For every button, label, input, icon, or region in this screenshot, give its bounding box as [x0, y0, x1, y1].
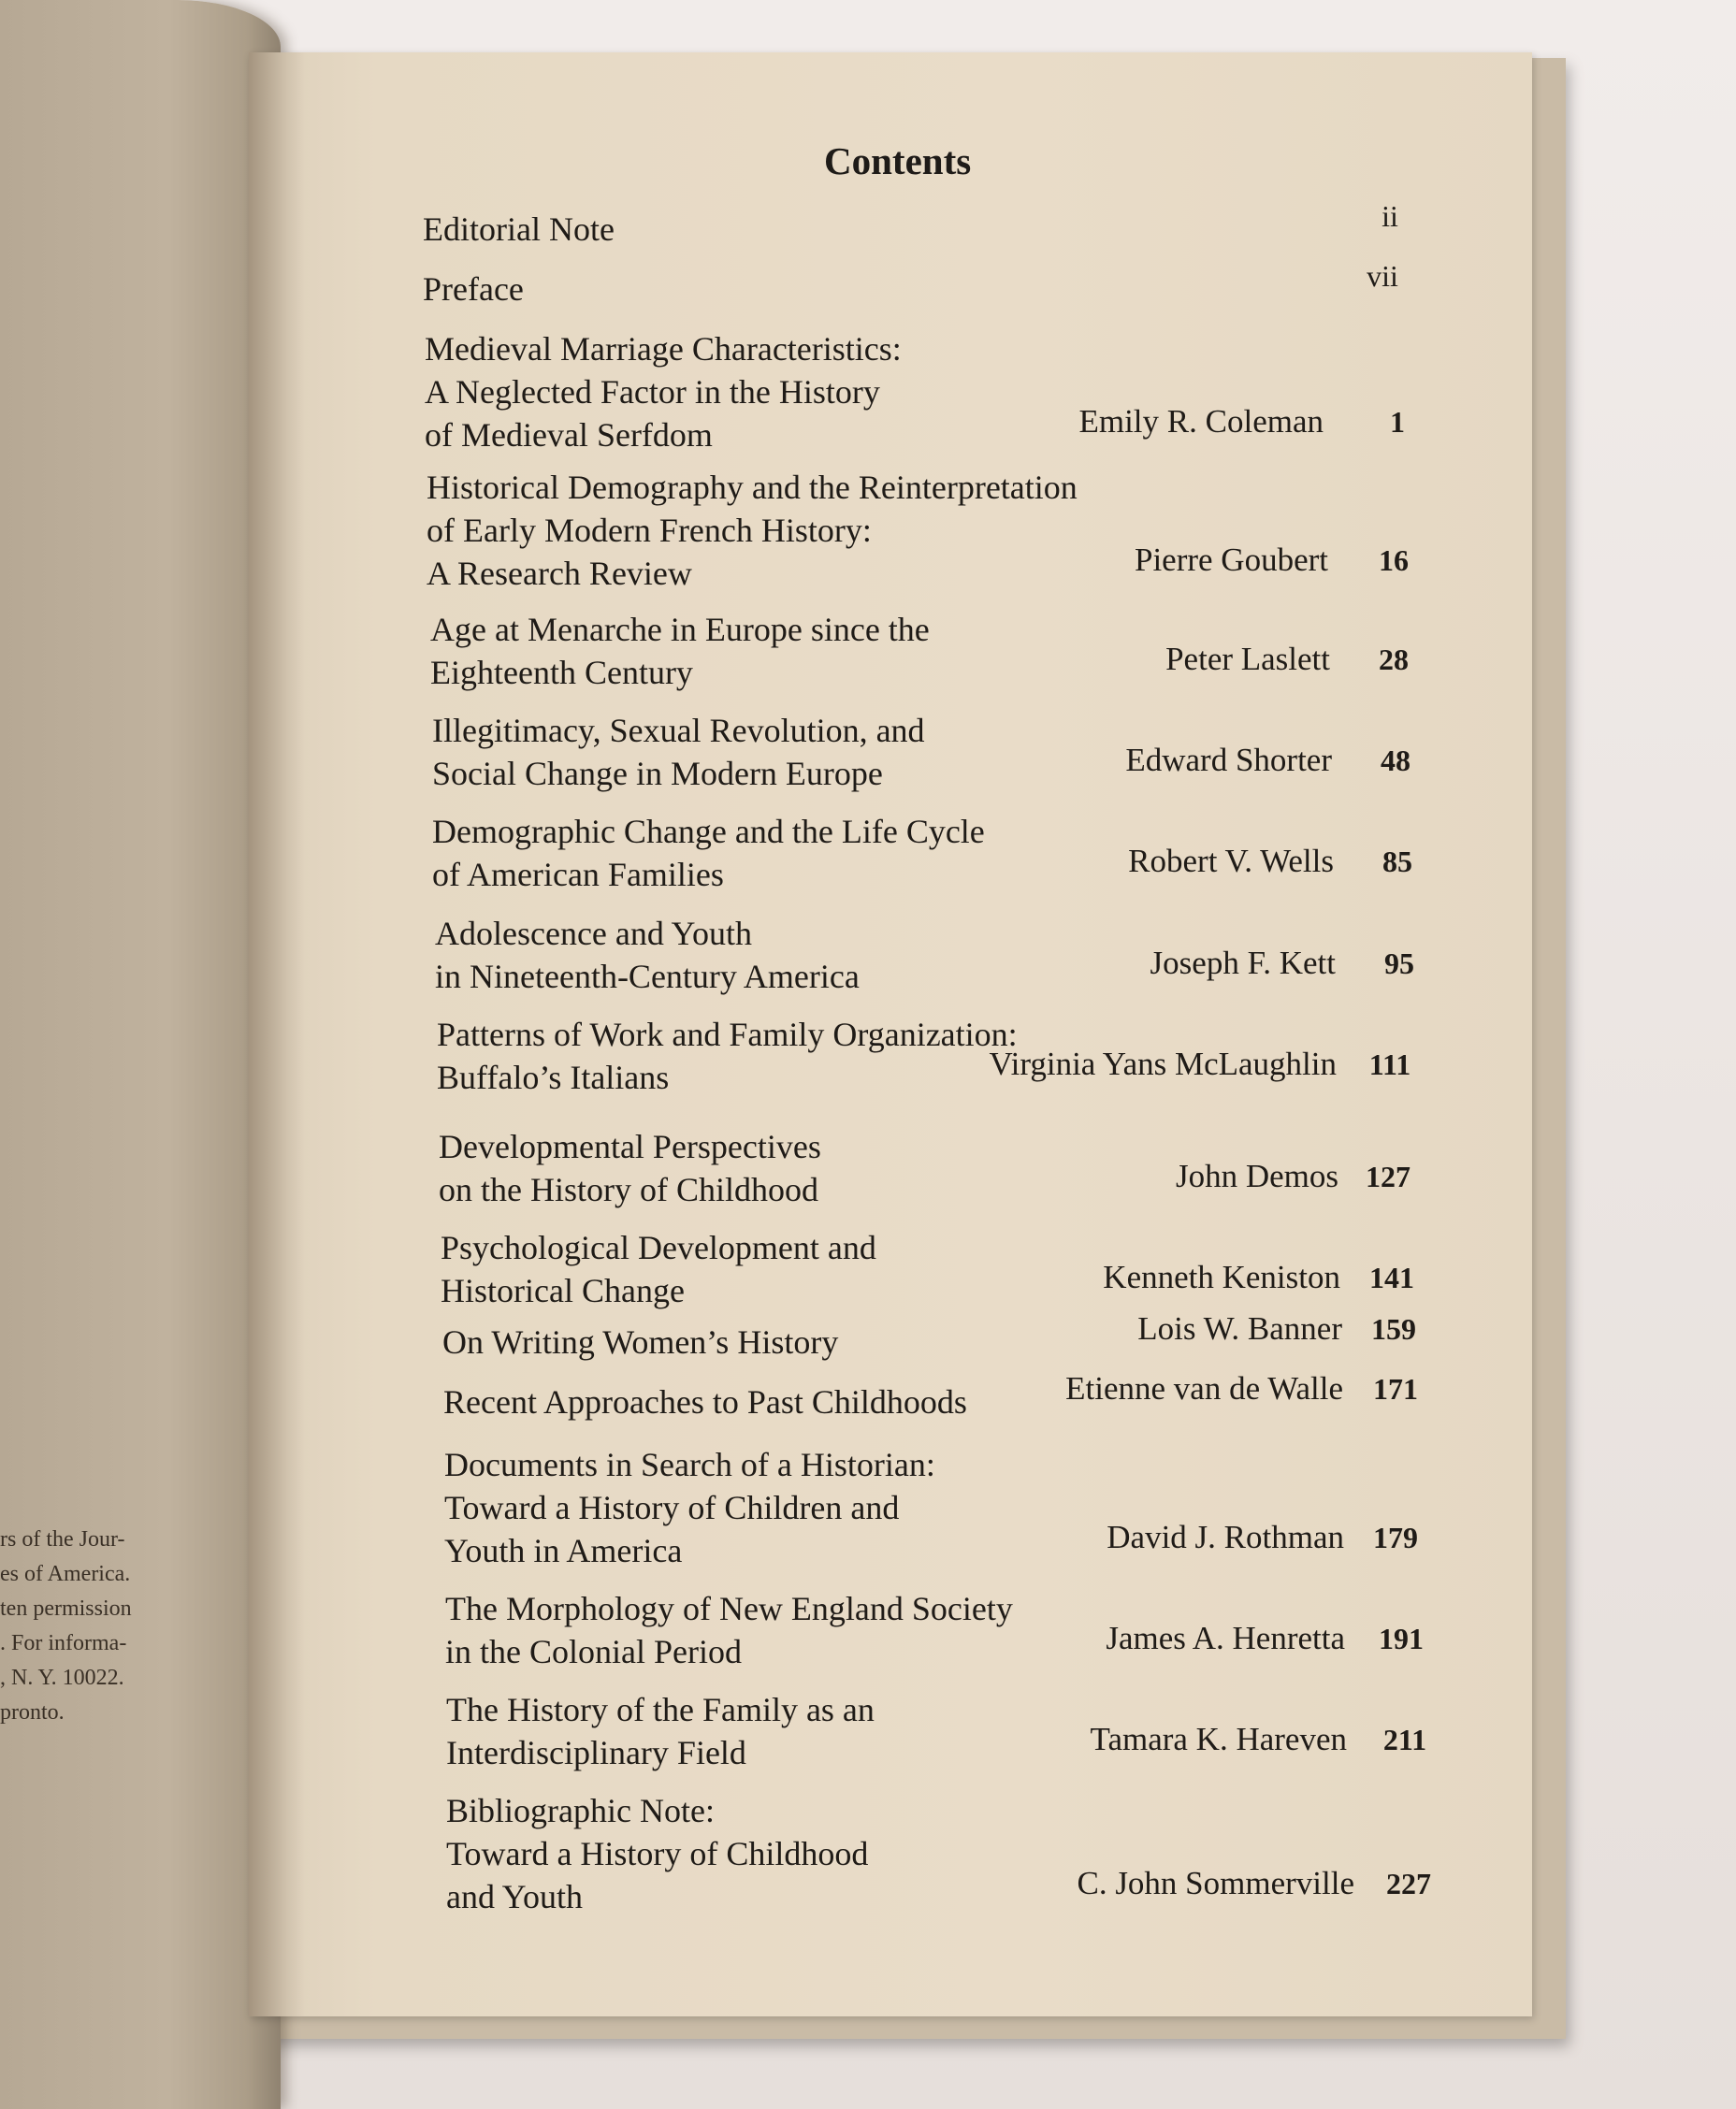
entry-author: Lois W. Banner: [1137, 1310, 1342, 1347]
entry-title: [432, 810, 985, 896]
entry-title-line: of American Families: [432, 856, 724, 893]
entry-title-line: Adolescence and Youth: [435, 915, 752, 952]
entry-title-line: Eighteenth Century: [430, 654, 693, 691]
entry-page-number: 111: [1368, 1047, 1411, 1081]
entry-title-line: Medieval Marriage Characteristics:: [425, 330, 902, 368]
entry-title-line: Recent Approaches to Past Childhoods: [443, 1383, 967, 1421]
entry-title-line: in the Colonial Period: [445, 1633, 742, 1670]
entry-author: David J. Rothman: [1107, 1519, 1344, 1555]
entry-title: [445, 1587, 1013, 1673]
toc-entry: [0, 1226, 1736, 1309]
entry-author: Edward Shorter: [1125, 742, 1332, 778]
facing-page-line: es of America.: [0, 1562, 131, 1586]
facing-page-line: ten permission: [0, 1596, 132, 1621]
entry-title: [435, 912, 860, 998]
entry-title: [442, 1321, 838, 1364]
entry-title-line: Age at Menarche in Europe since the: [430, 611, 930, 648]
entry-title-line: Toward a History of Childhood: [446, 1835, 869, 1872]
entry-author: Virginia Yans McLaughlin: [989, 1046, 1337, 1082]
entry-author: John Demos: [1175, 1158, 1338, 1194]
entry-title-line: Social Change in Modern Europe: [432, 755, 883, 792]
toc-entry: [0, 1310, 1736, 1361]
entry-author: Tamara K. Hareven: [1090, 1721, 1347, 1757]
toc-entry: [0, 608, 1736, 691]
toc-entry: [0, 1125, 1736, 1208]
page-title: Contents: [824, 139, 972, 182]
toc-entry: [0, 912, 1736, 995]
entry-page-number: vii: [1367, 259, 1398, 293]
entry-page-number: 179: [1373, 1521, 1418, 1554]
entry-title-line: Documents in Search of a Historian:: [444, 1446, 935, 1483]
entry-author: C. John Sommerville: [1077, 1865, 1354, 1901]
toc-entry: [0, 466, 1736, 592]
entry-title-line: on the History of Childhood: [439, 1171, 818, 1208]
entry-page-number: 85: [1382, 845, 1412, 878]
entry-title-line: Preface: [423, 270, 524, 308]
entry-title: [437, 1013, 1018, 1099]
toc-entry: [0, 1789, 1736, 1915]
entry-page-number: 159: [1371, 1312, 1416, 1346]
entry-title: [444, 1443, 935, 1572]
entry-title-line: Developmental Perspectives: [439, 1128, 821, 1165]
entry-title: [439, 1125, 821, 1211]
entry-page-number: 127: [1366, 1160, 1410, 1193]
facing-page-line: , N. Y. 10022.: [0, 1666, 124, 1690]
entry-title-line: Historical Change: [441, 1272, 685, 1309]
entry-title: [423, 208, 615, 251]
entry-title: [425, 327, 902, 456]
entry-page-number: 171: [1373, 1372, 1418, 1406]
entry-author: Pierre Goubert: [1134, 542, 1328, 578]
entry-title-line: of Early Modern French History:: [427, 512, 872, 549]
entry-title-line: A Research Review: [427, 555, 692, 592]
entry-author: Joseph F. Kett: [1150, 945, 1336, 981]
entry-title-line: Psychological Development and: [441, 1229, 876, 1266]
entry-title: [423, 267, 524, 311]
entry-author: James A. Henretta: [1106, 1620, 1345, 1656]
entry-title-line: Patterns of Work and Family Organization:: [437, 1016, 1018, 1053]
toc-entry: [0, 709, 1736, 792]
entry-author: Emily R. Coleman: [1078, 403, 1324, 440]
entry-author: Etienne van de Walle: [1065, 1370, 1343, 1407]
facing-page-line: rs of the Jour-: [0, 1527, 125, 1552]
entry-title: [443, 1380, 967, 1423]
facing-page-line: . For informa-: [0, 1631, 127, 1655]
toc-entry: [0, 810, 1736, 893]
entry-title-line: and Youth: [446, 1878, 584, 1915]
entry-page-number: 227: [1386, 1867, 1431, 1900]
entry-page-number: 211: [1382, 1723, 1427, 1756]
entry-title-line: Editorial Note: [423, 210, 615, 248]
entry-title-line: The History of the Family as an: [446, 1691, 875, 1728]
entry-title-line: Illegitimacy, Sexual Revolution, and: [432, 712, 925, 749]
entry-page-number: ii: [1382, 199, 1398, 233]
entry-author: Robert V. Wells: [1128, 843, 1334, 879]
entry-title-line: Buffalo’s Italians: [437, 1059, 670, 1096]
entry-page-number: 28: [1379, 643, 1409, 676]
entry-page-number: 141: [1369, 1261, 1414, 1294]
entry-page-number: 191: [1379, 1622, 1424, 1655]
entry-page-number: 1: [1390, 405, 1405, 439]
entry-title: [441, 1226, 876, 1312]
facing-page-line: pronto.: [0, 1700, 65, 1725]
toc-entry: [0, 259, 1736, 308]
entry-author: Kenneth Keniston: [1103, 1259, 1340, 1295]
toc-entry: [0, 1370, 1736, 1421]
entry-title: [430, 608, 930, 694]
entry-title-line: Toward a History of Children and: [444, 1489, 900, 1526]
toc-entry: [0, 199, 1736, 248]
entry-title-line: On Writing Women’s History: [442, 1323, 839, 1361]
toc-entry: [0, 1013, 1736, 1096]
toc-entry: [0, 327, 1736, 454]
entry-title-line: in Nineteenth-Century America: [435, 958, 860, 995]
entry-title-line: of Medieval Serfdom: [425, 416, 713, 454]
entry-title-line: Interdisciplinary Field: [446, 1734, 746, 1771]
entry-title-line: A Neglected Factor in the History: [425, 373, 880, 411]
entry-title: [446, 1789, 868, 1918]
entry-title-line: Bibliographic Note:: [446, 1792, 715, 1829]
entry-title: [446, 1688, 875, 1774]
entry-title-line: Demographic Change and the Life Cycle: [432, 813, 985, 850]
entry-title-line: Youth in America: [444, 1532, 683, 1569]
entry-page-number: 95: [1384, 946, 1414, 980]
entry-title-line: Historical Demography and the Reinterpretation: [427, 469, 1078, 506]
entry-page-number: 16: [1379, 543, 1409, 577]
entry-title: [432, 709, 925, 795]
entry-title-line: The Morphology of New England Society: [445, 1590, 1013, 1627]
entry-title: [427, 466, 1078, 595]
entry-page-number: 48: [1381, 744, 1410, 777]
entry-author: Peter Laslett: [1165, 641, 1330, 677]
